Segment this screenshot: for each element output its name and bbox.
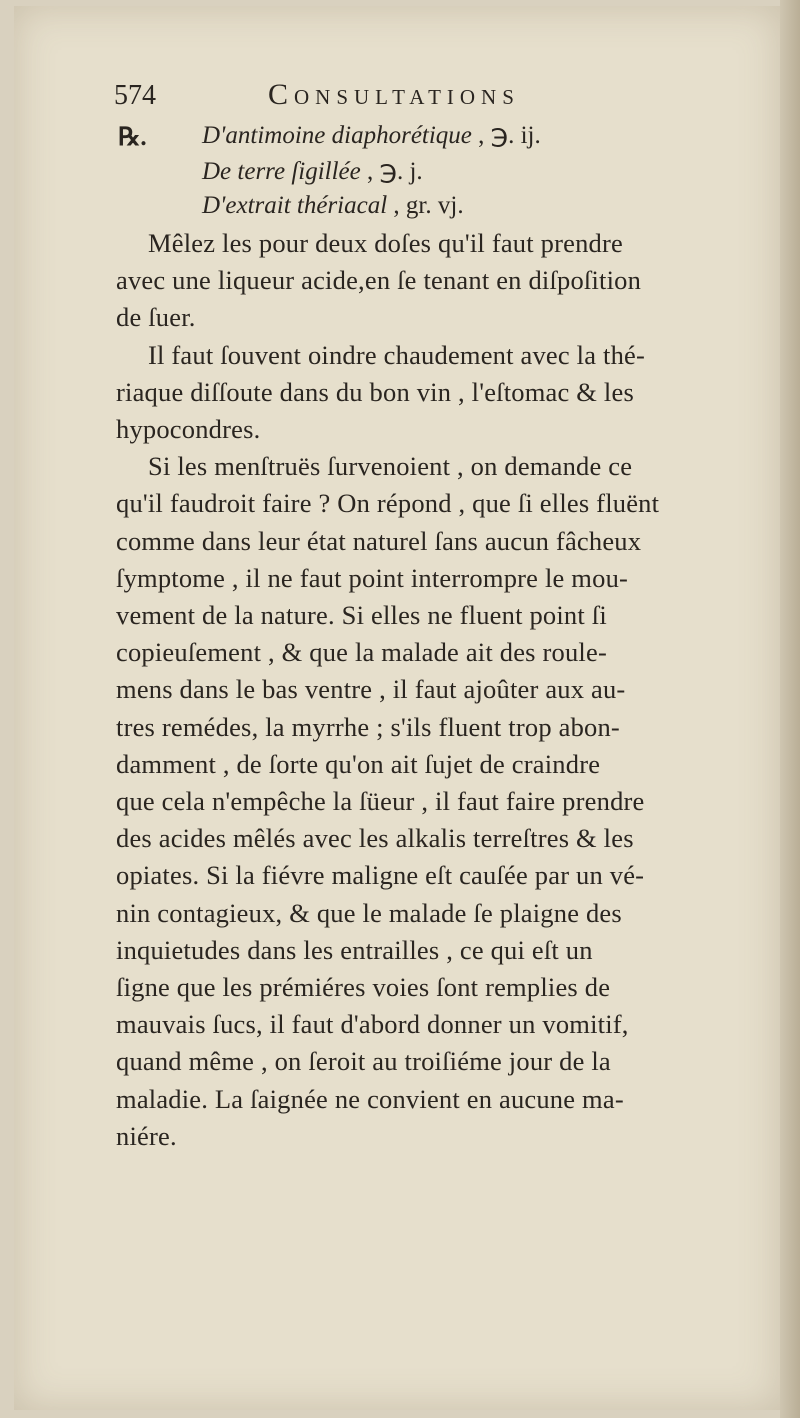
ingredient-name: D'extrait thériacal [202,192,388,219]
ingredient-dose: , ℈. ij. [478,122,541,149]
text-line: ſigne que les prémiéres voies ſont remplies de [116,972,611,1002]
text-line: de ſuer. [116,302,196,332]
text-line: Mêlez les pour deux doſes qu'il faut prendre [148,228,623,258]
text-line: avec une liqueur acide,en ſe tenant en diſpoſition [116,265,642,295]
text-line: comme dans leur état naturel ſans aucun fâcheux [116,526,642,556]
text-line: mauvais ſucs, il faut d'abord donner un vomitif, [116,1009,629,1039]
text-line: hypocondres. [116,414,261,444]
text-line: maladie. La ſaignée ne convient en aucune ma- [116,1084,624,1114]
text-line: nin contagieux, & que le malade ſe plaigne des [116,898,622,928]
text-line: ſymptome , il ne faut point interrompre le mou- [116,563,629,593]
text-line: niére. [116,1121,177,1151]
prescription-item [202,120,541,150]
text-line: quand même , on ſeroit au troiſiéme jour de la [116,1046,611,1076]
text-line: riaque diſſoute dans du bon vin , l'eſtomac & les [116,377,634,407]
text-line: mens dans le bas ventre , il faut ajoûter aux au- [116,674,626,704]
text-line: Si les menſtruës ſurvenoient , on demande ce [148,451,633,481]
text-line: que cela n'empêche la ſüeur , il faut faire prendre [116,786,645,816]
ingredient-name: De terre ſigillée [202,158,361,185]
text-line: vement de la nature. Si elles ne fluent point ſi [116,600,607,630]
ingredient-dose: , gr. vj. [393,192,464,219]
prescription-item [202,156,423,186]
text-line: tres remédes, la myrrhe ; s'ils fluent trop abon- [116,712,620,742]
page-number: 574 [114,80,156,111]
text-line: Il faut ſouvent oindre chaudement avec la thé- [148,340,646,370]
prescription-item [202,192,464,220]
ingredient-dose: , ℈. j. [367,158,423,185]
ingredient-name: D'antimoine diaphorétique [202,122,472,149]
text-line: opiates. Si la fiévre maligne eſt cauſée par un vé- [116,860,645,890]
text-line: des acides mêlés avec les alkalis terreſtres & les [116,823,634,853]
text-line: copieuſement , & que la malade ait des roule- [116,637,607,667]
running-title: Consultations [268,78,520,111]
page-edge [780,0,800,1418]
text-line: qu'il faudroit faire ? On répond , que ſi elles fluënt [116,488,660,518]
recipe-symbol: ℞. [118,124,147,151]
text-line: damment , de ſorte qu'on ait ſujet de craindre [116,749,601,779]
text-line: inquietudes dans les entrailles , ce qui eſt un [116,935,593,965]
